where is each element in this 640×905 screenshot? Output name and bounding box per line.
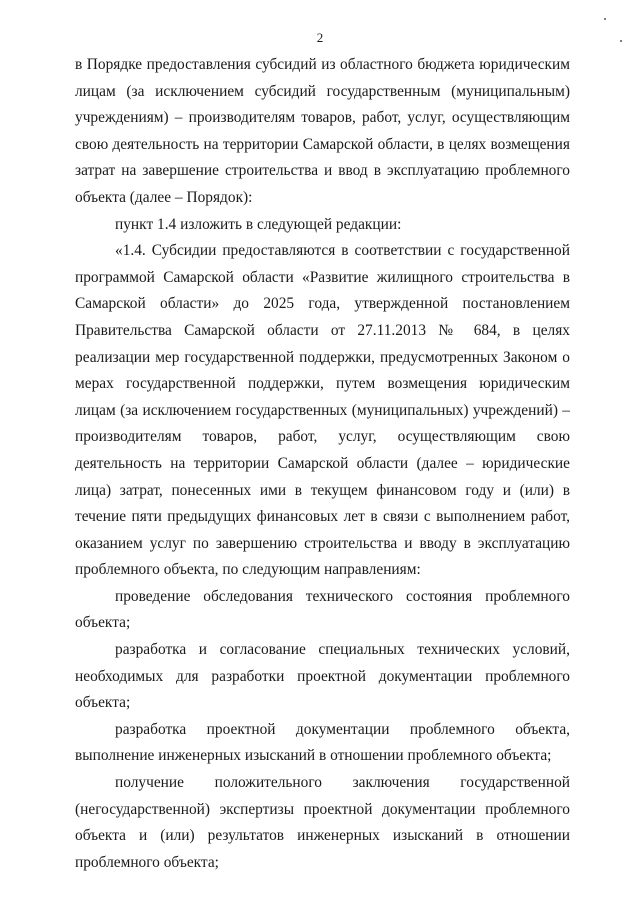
scan-speck xyxy=(620,40,622,42)
paragraph-item-technical-conditions: разработка и согласование специальных технических условий, необходимых для разработки проектной документации проблемного объекта; xyxy=(75,641,570,712)
paragraph-clause-1-4: «1.4. Субсидии предоставляются в соответствии с государственной программой Самарской области «Развитие жилищного строительства в Самарской области» до 2025 года, утвержденной постановлением Правительства Самарской области от 27.11.2013 № 684, в целях реализации мер государственной поддержки, предусмотренных Законом о мерах государственной поддержки, путем возмещения юридическим лицам (за исключением государственных (муниципальных) учреждений) – производителям товаров, работ, услуг, осуществляющим свою деятельность на территории Самарской области (далее – юридические лица) затрат, понесенных ими в текущем финансовом году и (или) в течение пяти предыдущих финансовых лет в связи с выполнением работ, оказанием услуг по завершению строительства и вводу в эксплуатацию проблемного объекта, по следующим направлениям: xyxy=(75,242,570,579)
document-body xyxy=(75,52,570,876)
paragraph-item-inspection: проведение обследования технического состояния проблемного объекта; xyxy=(75,587,570,632)
paragraph-instruction: пункт 1.4 изложить в следующей редакции: xyxy=(115,215,402,233)
scan-speck xyxy=(604,18,606,20)
paragraph-item-expertise: получение положительного заключения государственной (негосударственной) экспертизы проектной документации проблемного объекта и (или) результатов инженерных изысканий в отношении проблемного объекта; xyxy=(75,774,570,871)
paragraph-item-project-documentation: разработка проектной документации проблемного объекта, выполнение инженерных изысканий в отношении проблемного объекта; xyxy=(75,720,570,765)
paragraph-intro: в Порядке предоставления субсидий из областного бюджета юридическим лицам (за исключением субсидий государственным (муниципальным) учреждениям) – производителям товаров, работ, услуг, осуществляющим свою деятельность на территории Самарской области, в целях возмещения затрат на завершение строительства и ввод в эксплуатацию проблемного объекта (далее – Порядок): xyxy=(75,56,570,206)
page-number: 2 xyxy=(316,30,324,45)
